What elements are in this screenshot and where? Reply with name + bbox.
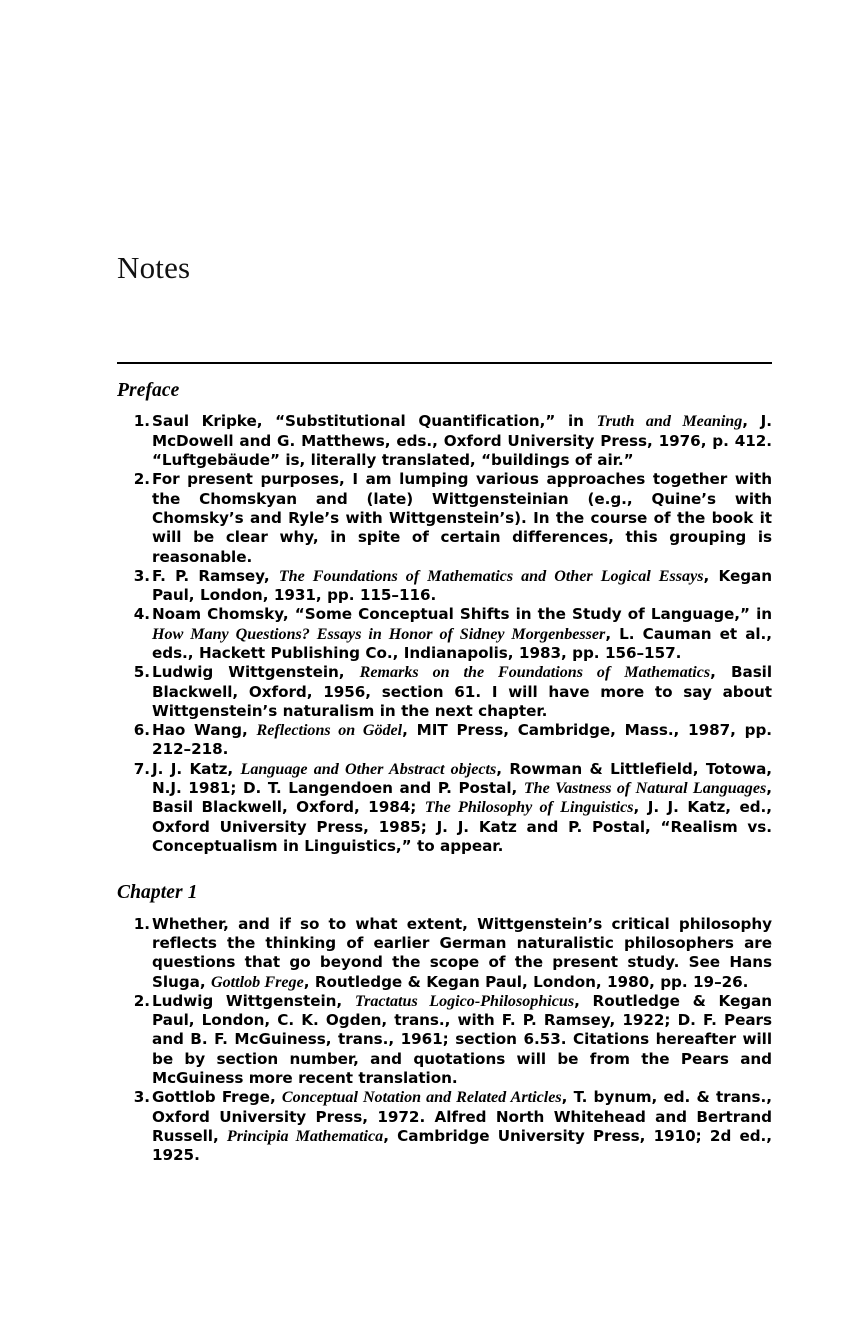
note-text: Noam Chomsky, “Some Conceptual Shifts in the Study of Language,” in How Many Questions? Essays in Honor of Sidney Morgenbesser, L. Cauman et al., eds., Hackett Publishing Co., Indianapolis, 1983, pp. 156–157.: [152, 605, 772, 662]
note-text: Whether, and if so to what extent, Wittgenstein’s critical philosophy reflects the thinking of earlier German naturalistic philosophers are questions that go beyond the scope of the present study. See Hans Sluga, Gottlob Frege, Routledge & Kegan Paul, London, 1980, pp. 19–26.: [152, 914, 772, 991]
note-item: [117, 1088, 772, 1165]
sections-container: [117, 380, 772, 1166]
note-number: 4.: [133, 605, 150, 624]
note-text: For present purposes, I am lumping various approaches together with the Chomskyan and (late) Wittgensteinian (e.g., Quine’s with Chomsky’s and Ryle’s with Wittgenstein’s). In the course of the book it will be clear why, in spite of certain differences, this grouping is reasonable.: [152, 470, 772, 566]
note-item: [117, 605, 772, 663]
notes-content: [117, 362, 772, 1166]
note-number: 3.: [133, 1088, 150, 1107]
note-text: Ludwig Wittgenstein, Tractatus Logico-Philosophicus, Routledge & Kegan Paul, London, C. K. Ogden, trans., with F. P. Ramsey, 1922; D. F. Pears and B. F. McGuiness, trans., 1961; section 6.53. Citations hereafter will be by section number, and quotations will be from the Pears and McGuiness more recent translation.: [152, 991, 773, 1088]
note-item: [117, 760, 772, 856]
notes-list: [117, 412, 772, 856]
page-title: Notes: [117, 249, 191, 285]
note-text: Saul Kripke, “Substitutional Quantification,” in Truth and Meaning, J. McDowell and G. Matthews, eds., Oxford University Press, 1976, p. 412. “Luftgebäude” is, literally translated, “buildings of air.”: [152, 412, 772, 470]
note-text: J. J. Katz, Language and Other Abstract objects, Rowman & Littlefield, Totowa, N.J. 1981; D. T. Langendoen and P. Postal, The Vastness of Natural Languages, Basil Blackwell, Oxford, 1984; The Philosophy of Linguistics, J. J. Katz, ed., Oxford University Press, 1985; J. J. Katz and P. Postal, “Realism vs. Conceptualism in Linguistics,” to appear.: [152, 759, 773, 855]
note-number: 7.: [133, 759, 150, 778]
note-item: [117, 470, 772, 566]
note-item: [117, 992, 772, 1088]
notes-section: [117, 380, 772, 856]
note-item: [117, 663, 772, 721]
note-text: Ludwig Wittgenstein, Remarks on the Foundations of Mathematics, Basil Blackwell, Oxford, 1956, section 61. I will have more to say about Wittgenstein’s naturalism in the next chapter.: [152, 663, 772, 720]
note-number: 3.: [133, 566, 150, 585]
note-number: 6.: [133, 721, 150, 740]
section-heading: Chapter 1: [117, 882, 198, 904]
note-item: [117, 412, 772, 470]
section-heading: Preface: [117, 380, 180, 401]
note-text: Hao Wang, Reflections on Gödel, MIT Press, Cambridge, Mass., 1987, pp. 212–218.: [152, 721, 772, 759]
note-item: [117, 567, 772, 606]
notes-list: [117, 915, 772, 1166]
note-number: 2.: [133, 470, 150, 489]
note-number: 5.: [133, 663, 150, 682]
note-item: [117, 721, 772, 760]
note-number: 1.: [133, 412, 150, 431]
note-number: 1.: [133, 914, 150, 933]
note-number: 2.: [133, 991, 150, 1010]
note-text: F. P. Ramsey, The Foundations of Mathematics and Other Logical Essays, Kegan Paul, London, 1931, pp. 115–116.: [152, 566, 772, 605]
notes-section: [117, 882, 772, 1165]
section-divider-rule: [117, 362, 772, 364]
note-text: Gottlob Frege, Conceptual Notation and Related Articles, T. bynum, ed. & trans., Oxford University Press, 1972. Alfred North Whitehead and Bertrand Russell, Principia Mathematica, Cambridge University Press, 1910; 2d ed., 1925.: [152, 1088, 772, 1165]
note-item: [117, 915, 772, 992]
